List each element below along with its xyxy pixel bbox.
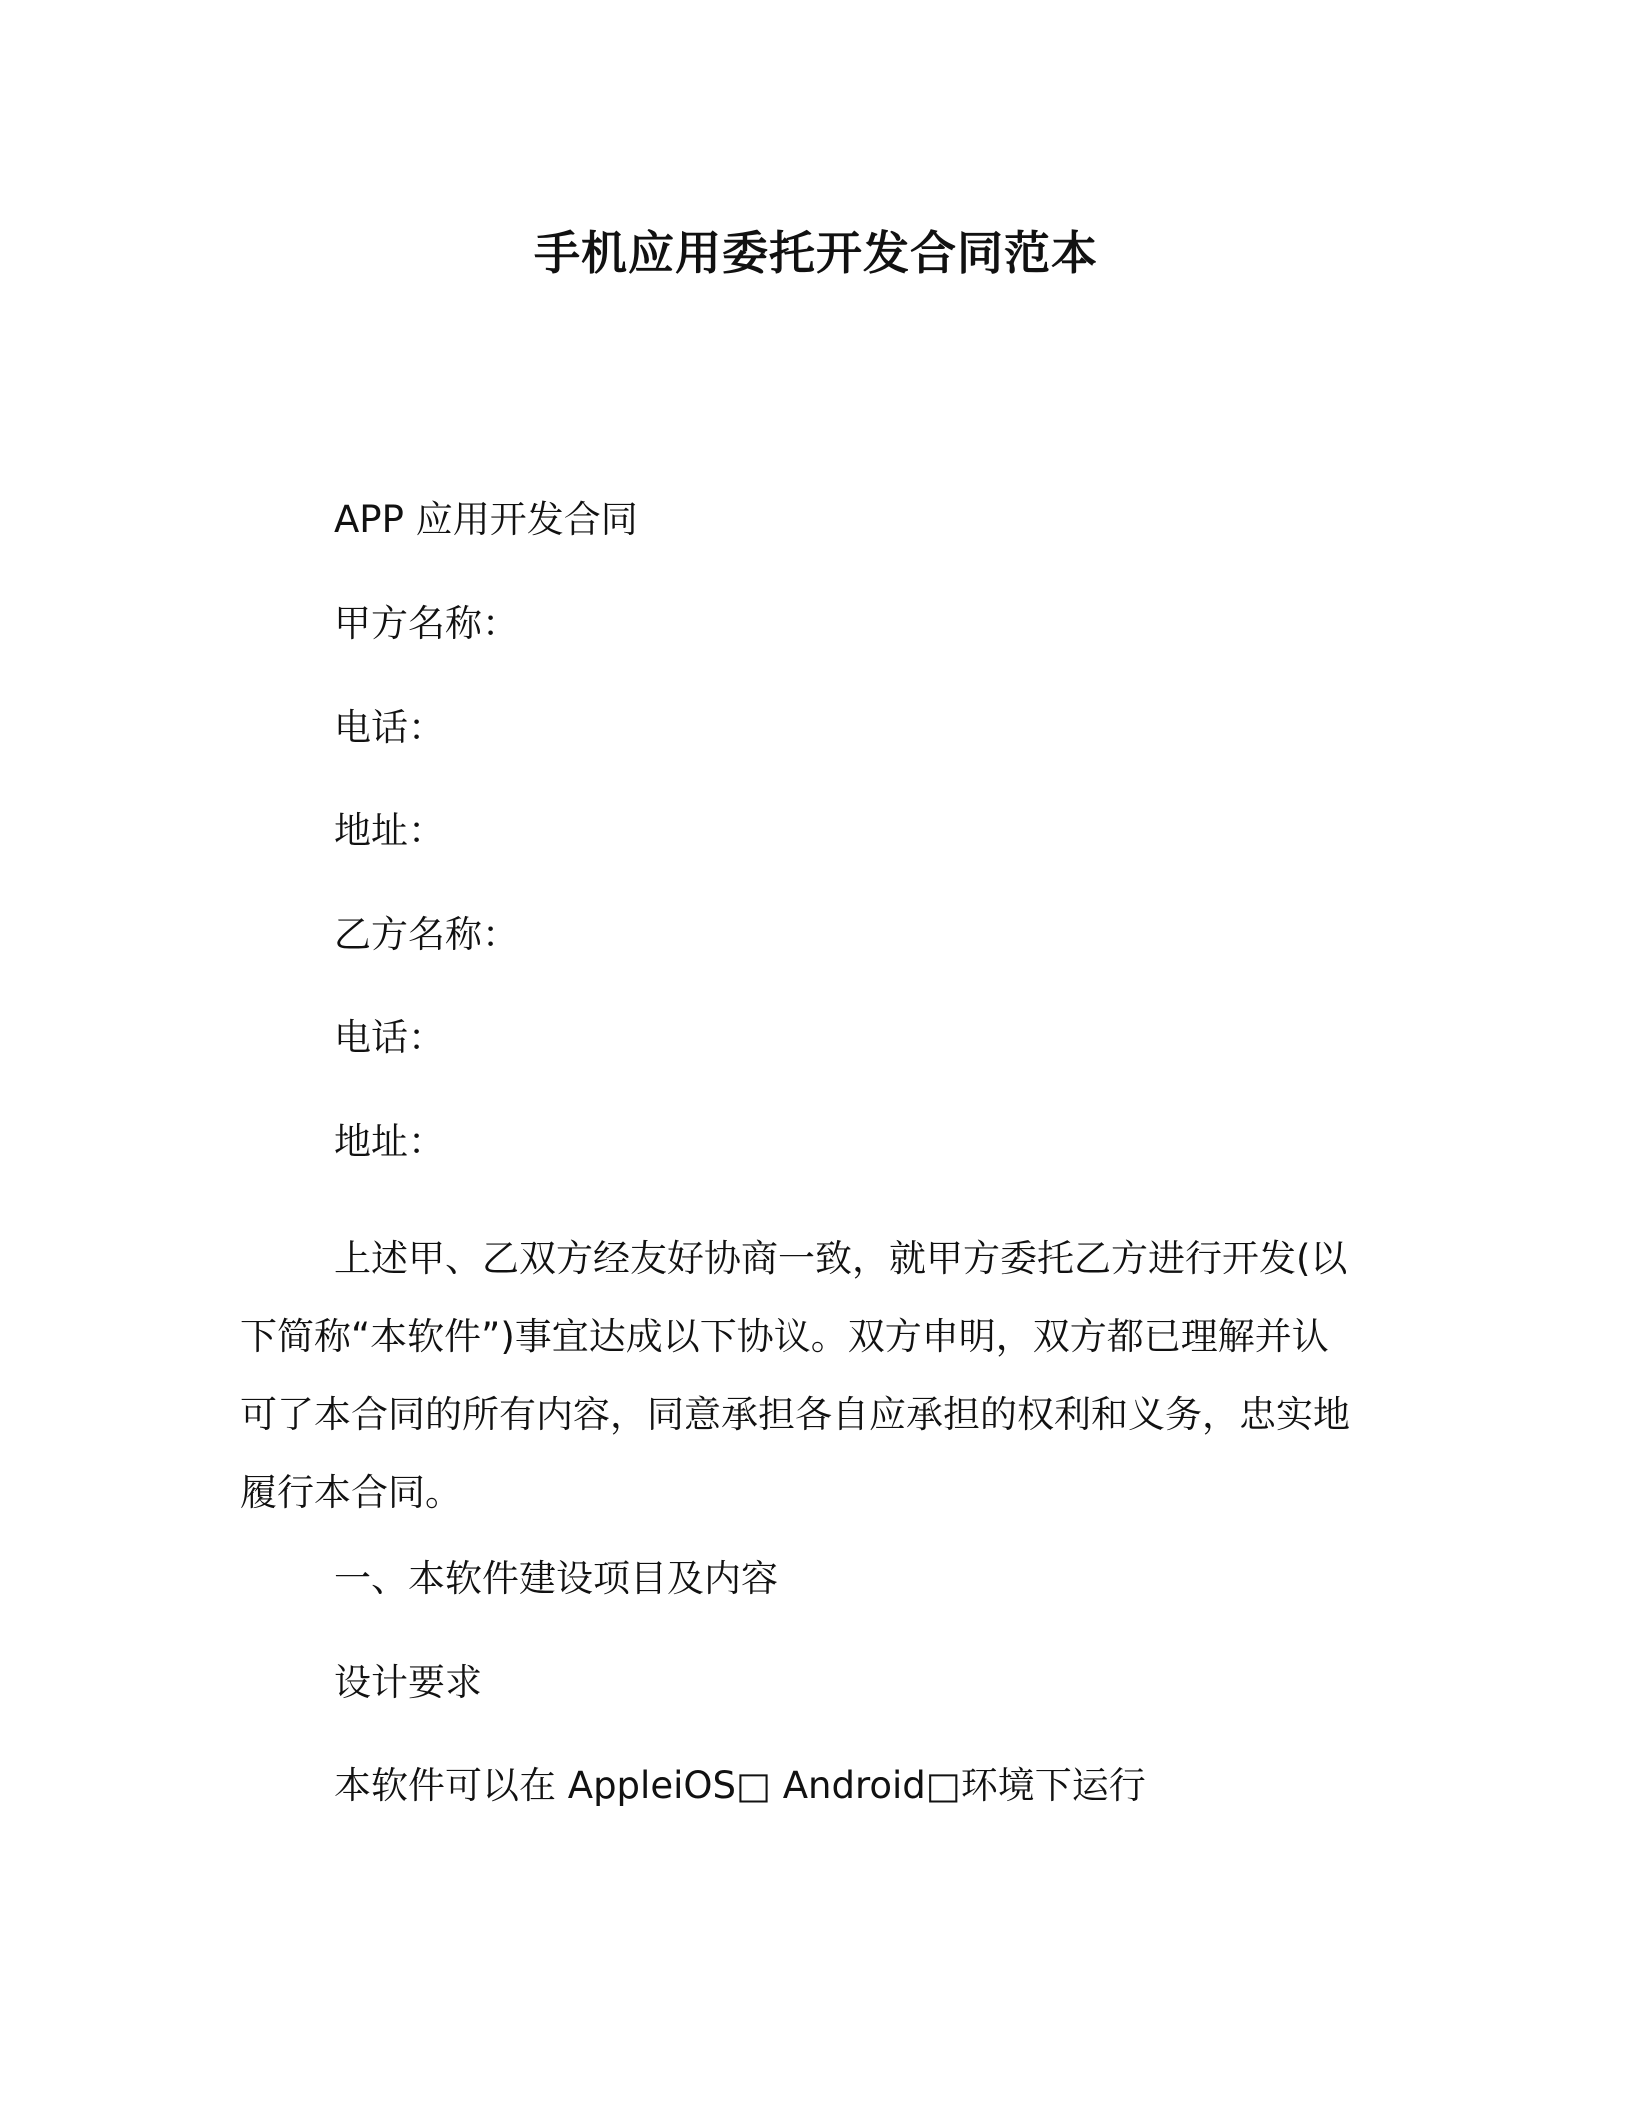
party-a-name-label: 甲方名称： [334,602,519,645]
section-heading: 一、本软件建设项目及内容 [334,1557,778,1600]
party-b-name-label: 乙方名称： [334,913,519,956]
design-requirements-heading: 设计要求 [334,1661,482,1704]
party-b-phone-label: 电话： [334,1016,445,1059]
party-b-address-label: 地址： [334,1120,445,1163]
intro-paragraph [240,1220,1380,1532]
intro-paragraph-line: 可了本合同的所有内容，同意承担各自应承担的权利和义务，忠实地 [240,1393,1350,1436]
platform-requirement-line: 本软件可以在 AppleiOS□ Android□环境下运行 [334,1764,1146,1807]
intro-paragraph-line: 履行本合同。 [240,1471,462,1514]
intro-paragraph-line: 下简称“本软件”)事宜达成以下协议。双方申明，双方都已理解并认 [240,1315,1329,1358]
intro-paragraph-line: 上述甲、乙双方经友好协商一致，就甲方委托乙方进行开发(以 [334,1237,1348,1280]
party-a-address-label: 地址： [334,809,445,852]
document-title: 手机应用委托开发合同范本 [534,226,1098,280]
party-a-phone-label: 电话： [334,706,445,749]
contract-subtitle: APP 应用开发合同 [334,498,638,541]
